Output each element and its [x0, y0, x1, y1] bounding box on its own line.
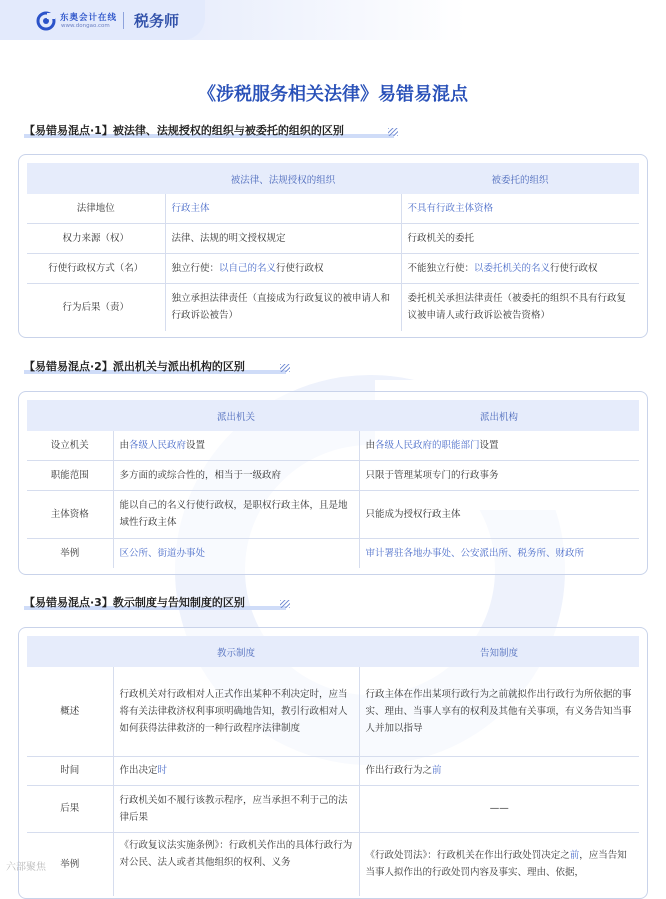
table-row	[27, 253, 639, 283]
highlight-text: 前	[569, 849, 580, 861]
comparison-card-3	[18, 627, 648, 899]
cell-text: 由	[365, 439, 376, 451]
cell-text: 不能独立行使：	[407, 262, 475, 274]
highlight-text: 时	[157, 765, 168, 776]
highlight-text: 各级人民政府	[129, 439, 187, 451]
product-title: 税务师	[134, 12, 180, 30]
row-label: 时间	[27, 756, 113, 785]
dongao-logo-icon	[36, 11, 56, 31]
cell-a: 多方面的或综合性的，相当于一级政府	[113, 460, 359, 490]
table-row	[27, 785, 639, 832]
table-row	[27, 194, 639, 223]
cell-b: 只限于管理某项专门的行政事务	[359, 460, 639, 490]
top-banner	[0, 0, 666, 40]
table-header-row	[27, 636, 639, 667]
cell-a: 行政机关对行政相对人正式作出某种不利决定时，应当将有关法律救济权利事项明确地告知，教引行政相对人如何获得法律救济的一种行政程序法律制度	[113, 667, 359, 756]
cell-a: 《行政复议法实施条例》：行政机关作出的具体行政行为对公民、法人或者其他组织的权利、义务	[113, 832, 359, 896]
brand-name: 东奥会计在线	[60, 13, 118, 23]
cell-a: 行政主体	[165, 194, 401, 223]
header-cell	[27, 400, 113, 431]
comparison-card-1	[18, 154, 648, 338]
page-title: 《涉税服务相关法律》易错易混点	[198, 84, 468, 105]
cell-text: 设置	[186, 439, 206, 451]
cell-text: 《行政处罚法》：行政机关在作出行政处罚决定之	[365, 849, 570, 861]
comparison-table-1	[27, 163, 639, 331]
header-cell	[27, 636, 113, 667]
brand-tab	[0, 0, 205, 40]
cell-a: 独立承担法律责任（直接成为行政复议的被申请人和行政诉讼被告）	[165, 283, 401, 331]
table-row	[27, 538, 639, 568]
header-cell: 被法律、法规授权的组织	[165, 163, 401, 194]
cell-b: 行政机关的委托	[401, 223, 639, 253]
cell-b	[359, 756, 639, 785]
row-label: 设立机关	[27, 431, 113, 460]
cell-a: 区公所、街道办事处	[113, 538, 359, 568]
cell-b: 委托机关承担法律责任（被委托的组织不具有行政复议被申请人或行政诉讼被告资格）	[407, 293, 627, 322]
table-row	[27, 832, 639, 896]
row-label: 职能范围	[27, 460, 113, 490]
table-row	[27, 667, 639, 756]
highlight-text: 以委托机关的名义	[474, 262, 551, 274]
cell-a: 行政机关如不履行该教示程序，应当承担不利于己的法律后果	[113, 785, 359, 832]
section-hatch	[280, 364, 290, 372]
comparison-table-2	[27, 400, 639, 568]
footer-watermark: 六部聚焦	[6, 862, 46, 873]
cell-b: 审计署驻各地办事处、公安派出所、税务所、财政所	[365, 547, 585, 559]
brand-divider	[123, 12, 124, 29]
row-label: 主体资格	[27, 490, 113, 538]
cell-text: ，应当告知当事人拟作出的行政处罚内容及事实、理由、依据，	[365, 849, 627, 878]
header-cell: 教示制度	[113, 636, 359, 667]
row-label: 法律地位	[27, 194, 165, 223]
row-label: 举例	[60, 858, 80, 870]
header-cell	[27, 163, 165, 194]
header-cell: 派出机构	[359, 400, 639, 431]
comparison-card-2	[18, 391, 648, 575]
cell-text: 行使行政权	[276, 262, 324, 274]
section-heading-2: 【易错易混点·2】派出机关与派出机构的区别	[24, 360, 245, 373]
cell-a	[165, 253, 401, 283]
table-row	[27, 223, 639, 253]
cell-text: 行使行政权	[550, 262, 598, 274]
row-label: 行使行政权方式（名）	[27, 253, 165, 283]
cell-b: ——	[359, 785, 639, 832]
table-row	[27, 490, 639, 538]
cell-text: 作出行政行为之	[365, 765, 433, 776]
cell-b	[359, 832, 639, 896]
cell-b: 只能成为授权行政主体	[359, 490, 639, 538]
table-row	[27, 431, 639, 460]
row-label: 权力来源（权）	[27, 223, 165, 253]
table-header-row	[27, 163, 639, 194]
row-label: 举例	[60, 547, 80, 559]
cell-text: 由	[119, 439, 130, 451]
cell-a: 能以自己的名义行使行政权，是职权行政主体，且是地域性行政主体	[113, 490, 359, 538]
row-label: 概述	[27, 667, 113, 756]
header-cell: 派出机关	[113, 400, 359, 431]
cell-text: 独立行使：	[171, 262, 220, 274]
brand-url: www.dongao.com	[61, 23, 110, 29]
section-heading-3: 【易错易混点·3】教示制度与告知制度的区别	[24, 596, 245, 609]
comparison-table-3	[27, 636, 639, 896]
table-row	[27, 460, 639, 490]
cell-b	[359, 431, 639, 460]
cell-b: 不具有行政主体资格	[401, 194, 639, 223]
header-cell: 告知制度	[359, 636, 639, 667]
cell-text: 作出决定	[119, 765, 158, 776]
table-row	[27, 756, 639, 785]
highlight-text: 各级人民政府的职能部门	[375, 439, 480, 451]
cell-b: 行政主体在作出某项行政行为之前就拟作出行政行为所依据的事实、理由、当事人享有的权利及其他有关事项，有义务告知当事人并加以指导	[359, 667, 639, 756]
cell-text: 设置	[479, 439, 499, 451]
cell-a	[113, 756, 359, 785]
cell-a	[113, 431, 359, 460]
highlight-text: 前	[432, 765, 442, 776]
row-label: 行为后果（责）	[62, 301, 129, 313]
table-header-row	[27, 400, 639, 431]
cell-b	[401, 253, 639, 283]
section-heading-1: 【易错易混点·1】被法律、法规授权的组织与被委托的组织的区别	[24, 124, 344, 137]
section-hatch	[280, 600, 290, 608]
row-label: 后果	[27, 785, 113, 832]
section-hatch	[388, 128, 398, 136]
cell-a: 法律、法规的明文授权规定	[165, 223, 401, 253]
table-row	[27, 283, 639, 331]
header-cell: 被委托的组织	[401, 163, 639, 194]
highlight-text: 以自己的名义	[219, 262, 277, 274]
